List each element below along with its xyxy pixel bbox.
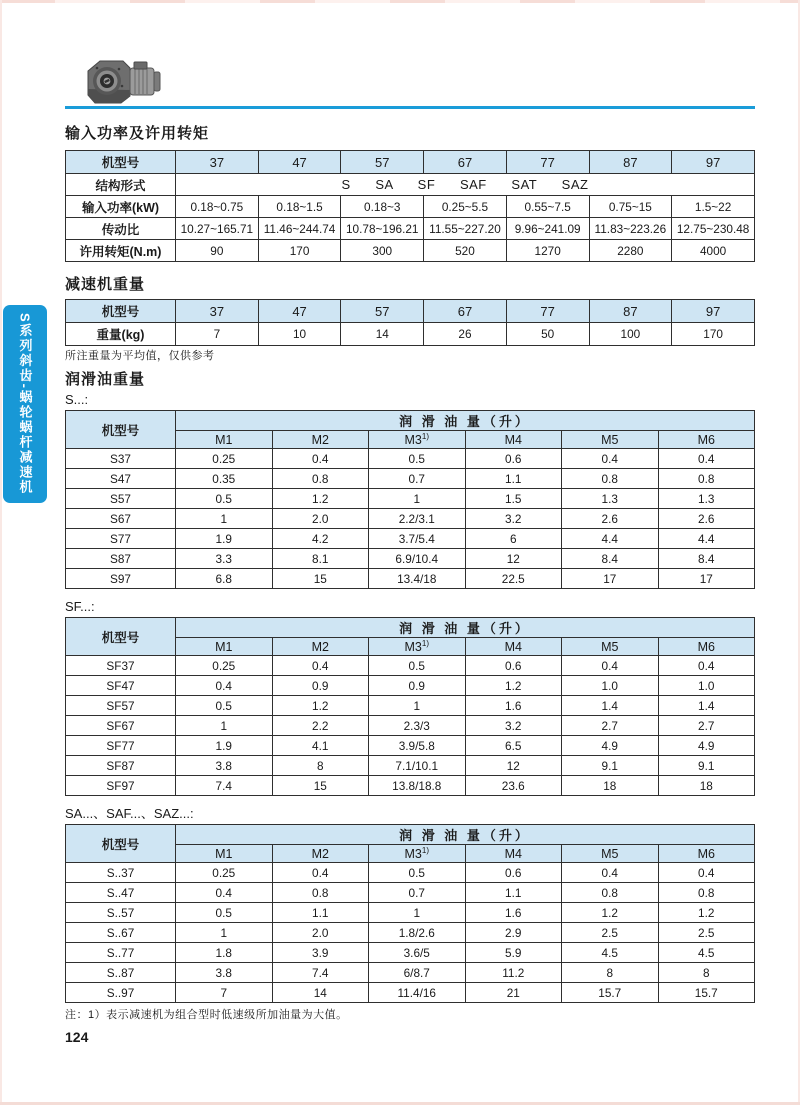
cell-value: 0.18~1.5: [258, 196, 341, 218]
cell-value: 0.8: [562, 469, 659, 489]
cell-value: 1.9: [176, 529, 273, 549]
table-row: [66, 449, 755, 469]
model-cell: SF67: [66, 716, 176, 736]
cell-value: 0.4: [562, 863, 659, 883]
oil-header-row-1: [66, 618, 755, 638]
structure-values: S SA SF SAF SAT SAZ: [176, 174, 755, 196]
oil-block-label-sa-saf-saz: SA...、SAF...、SAZ...:: [65, 806, 194, 821]
cell-value: 21: [465, 983, 562, 1003]
table-row: [66, 903, 755, 923]
model-cell: S..87: [66, 963, 176, 983]
cell-value: 4000: [672, 240, 755, 262]
cell-value: 0.4: [658, 863, 755, 883]
cell-value: 0.4: [176, 883, 273, 903]
page-number: 124: [65, 1029, 89, 1045]
cell-value: 2280: [589, 240, 672, 262]
weight-note: 所注重量为平均值，仅供参考: [65, 350, 215, 362]
cell-value: 13.8/18.8: [369, 776, 466, 796]
oil-block-sa-saf-saz: [65, 806, 755, 1003]
oil-block-label-s: S...:: [65, 392, 89, 407]
m3-footnote-marker: 1): [421, 431, 429, 441]
mount-position-header: M6: [658, 431, 755, 449]
row-label: 传动比: [66, 218, 176, 240]
row-label: 输入功率(kW): [66, 196, 176, 218]
cell-value: 1.6: [465, 903, 562, 923]
cell-value: 0.18~0.75: [176, 196, 259, 218]
cell-value: 7.1/10.1: [369, 756, 466, 776]
header-accent-rule: [65, 106, 755, 109]
cell-value: 0.7: [369, 469, 466, 489]
cell-value: 0.8: [562, 883, 659, 903]
cell-value: 4.5: [658, 943, 755, 963]
cell-value: 0.7: [369, 883, 466, 903]
cell-value: 10.78~196.21: [341, 218, 424, 240]
cell-value: 4.1: [272, 736, 369, 756]
table-row: [66, 549, 755, 569]
cell-value: 11.83~223.26: [589, 218, 672, 240]
cell-value: 0.5: [176, 489, 273, 509]
model-number-header: 37: [176, 151, 259, 174]
cell-value: 13.4/18: [369, 569, 466, 589]
cell-value: 100: [589, 323, 672, 346]
mount-position-header: M6: [658, 845, 755, 863]
cell-value: 12: [465, 756, 562, 776]
cell-value: 17: [658, 569, 755, 589]
table-row: [66, 469, 755, 489]
cell-value: 0.4: [272, 656, 369, 676]
cell-value: 1.1: [465, 469, 562, 489]
cell-value: 0.5: [369, 449, 466, 469]
oil-block-sf: [65, 599, 755, 796]
mount-position-header: M5: [562, 638, 659, 656]
cell-value: 6.9/10.4: [369, 549, 466, 569]
cell-value: 10.27~165.71: [176, 218, 259, 240]
cell-value: 2.5: [562, 923, 659, 943]
cell-value: 7.4: [272, 963, 369, 983]
cell-value: 1.5: [465, 489, 562, 509]
table-row: [66, 963, 755, 983]
model-number-header: 47: [258, 300, 341, 323]
cell-value: 0.9: [369, 676, 466, 696]
model-cell: S..47: [66, 883, 176, 903]
cell-value: 7: [176, 323, 259, 346]
cell-value: 26: [424, 323, 507, 346]
oil-quantity-header: 润 滑 油 量（升）: [176, 825, 755, 845]
cell-value: 17: [562, 569, 659, 589]
table-row: [66, 696, 755, 716]
cell-value: 0.25~5.5: [424, 196, 507, 218]
cell-value: 5.9: [465, 943, 562, 963]
cell-value: 3.9: [272, 943, 369, 963]
table-row: [66, 943, 755, 963]
cell-value: 0.5: [176, 903, 273, 923]
model-cell: S37: [66, 449, 176, 469]
cell-value: 6: [465, 529, 562, 549]
cell-value: 1.2: [562, 903, 659, 923]
m3-footnote-marker: 1): [421, 845, 429, 855]
cell-value: 8: [658, 963, 755, 983]
cell-value: 0.4: [176, 676, 273, 696]
cell-value: 0.5: [369, 656, 466, 676]
cell-value: 0.25: [176, 449, 273, 469]
gear-reducer-image: [85, 56, 165, 104]
cell-value: 6.8: [176, 569, 273, 589]
cell-value: 0.8: [658, 469, 755, 489]
table-row: [66, 676, 755, 696]
mount-position-header: M3$^{1)}$: [369, 638, 466, 656]
cell-value: 3.9/5.8: [369, 736, 466, 756]
table-row: [66, 756, 755, 776]
oil-table-s: [65, 410, 755, 589]
cell-value: 1.1: [465, 883, 562, 903]
cell-value: 2.6: [562, 509, 659, 529]
model-number-header: 87: [589, 151, 672, 174]
mount-position-header: M2: [272, 845, 369, 863]
oil-header-row-1: [66, 411, 755, 431]
cell-value: 1: [176, 509, 273, 529]
cell-value: 2.6: [658, 509, 755, 529]
cell-value: 18: [658, 776, 755, 796]
cell-value: 2.2: [272, 716, 369, 736]
model-number-header: 97: [672, 300, 755, 323]
table-row: [66, 529, 755, 549]
cell-value: 2.7: [658, 716, 755, 736]
oil-table-sf: [65, 617, 755, 796]
cell-value: 4.9: [562, 736, 659, 756]
cell-value: 4.4: [562, 529, 659, 549]
table-row: [66, 863, 755, 883]
cell-value: 8: [272, 756, 369, 776]
cell-value: 170: [258, 240, 341, 262]
oil-table-sa-saf-saz: [65, 824, 755, 1003]
model-number-header: 67: [424, 300, 507, 323]
oil-footnote: 注：1）表示减速机为组合型时低速级所加油量为大值。: [65, 1009, 348, 1021]
cell-value: 4.5: [562, 943, 659, 963]
cell-value: 1.3: [658, 489, 755, 509]
cell-value: 0.6: [465, 863, 562, 883]
cell-value: 1.0: [562, 676, 659, 696]
cell-value: 18: [562, 776, 659, 796]
cell-value: 50: [506, 323, 589, 346]
table-row: [66, 489, 755, 509]
model-col-header: 机型号: [66, 411, 176, 449]
cell-value: 8.4: [562, 549, 659, 569]
cell-value: 3.2: [465, 716, 562, 736]
cell-value: 0.35: [176, 469, 273, 489]
cell-value: 15.7: [658, 983, 755, 1003]
cell-value: 7: [176, 983, 273, 1003]
sidebar-series-label: S系列斜齿-蜗轮蜗杆减速机: [17, 313, 33, 495]
mount-position-header: M1: [176, 431, 273, 449]
model-cell: SF37: [66, 656, 176, 676]
cell-value: 3.2: [465, 509, 562, 529]
table-row: [66, 883, 755, 903]
page-content: [65, 0, 755, 1045]
cell-value: 90: [176, 240, 259, 262]
cell-value: 11.55~227.20: [424, 218, 507, 240]
model-number-header: 97: [672, 151, 755, 174]
cell-value: 0.25: [176, 656, 273, 676]
row-label: 重量(kg): [66, 323, 176, 346]
model-number-header: 67: [424, 151, 507, 174]
cell-value: 3.7/5.4: [369, 529, 466, 549]
model-cell: SF47: [66, 676, 176, 696]
cell-value: 14: [341, 323, 424, 346]
cell-value: 1.3: [562, 489, 659, 509]
mount-position-header: M2: [272, 431, 369, 449]
model-number-header: 47: [258, 151, 341, 174]
cell-value: 23.6: [465, 776, 562, 796]
cell-value: 2.9: [465, 923, 562, 943]
cell-value: 1.2: [272, 696, 369, 716]
mount-position-header: M1: [176, 638, 273, 656]
cell-value: 2.7: [562, 716, 659, 736]
model-cell: S..67: [66, 923, 176, 943]
weight-table: [65, 299, 755, 346]
cell-value: 6.5: [465, 736, 562, 756]
cell-value: 0.4: [658, 656, 755, 676]
section-title-oil: 润滑油重量: [65, 371, 146, 388]
cell-value: 1.8/2.6: [369, 923, 466, 943]
model-cell: S67: [66, 509, 176, 529]
model-cell: S..37: [66, 863, 176, 883]
cell-value: 520: [424, 240, 507, 262]
table-row: [66, 716, 755, 736]
model-cell: SF87: [66, 756, 176, 776]
cell-value: 0.5: [176, 696, 273, 716]
table-row: [66, 196, 755, 218]
cell-value: 15: [272, 776, 369, 796]
cell-value: 1270: [506, 240, 589, 262]
cell-value: 2.3/3: [369, 716, 466, 736]
cell-value: 3.8: [176, 756, 273, 776]
mount-position-header: M1: [176, 845, 273, 863]
cell-value: 15.7: [562, 983, 659, 1003]
cell-value: 170: [672, 323, 755, 346]
cell-value: 1.2: [658, 903, 755, 923]
mount-position-header: M5: [562, 845, 659, 863]
print-edge-left: [0, 0, 2, 1105]
section-title-power-torque: 输入功率及许用转矩: [65, 125, 210, 142]
power-torque-table: [65, 150, 755, 262]
cell-value: 9.96~241.09: [506, 218, 589, 240]
model-cell: SF77: [66, 736, 176, 756]
cell-value: 3.3: [176, 549, 273, 569]
cell-value: 3.8: [176, 963, 273, 983]
gear-reducer-illustration: [85, 56, 165, 104]
cell-value: 1.2: [465, 676, 562, 696]
model-number-header: 87: [589, 300, 672, 323]
model-cell: SF97: [66, 776, 176, 796]
mount-position-header: M4: [465, 845, 562, 863]
table-row: [66, 983, 755, 1003]
cell-value: 1.4: [562, 696, 659, 716]
mount-position-header: M5: [562, 431, 659, 449]
m3-footnote-marker: 1): [421, 638, 429, 648]
mount-position-header: M3$^{1)}$: [369, 431, 466, 449]
cell-value: 1.8: [176, 943, 273, 963]
cell-value: 1.2: [272, 489, 369, 509]
cell-value: 4.4: [658, 529, 755, 549]
model-cell: S47: [66, 469, 176, 489]
cell-value: 0.8: [272, 883, 369, 903]
cell-value: 2.0: [272, 509, 369, 529]
table-row: [66, 569, 755, 589]
cell-value: 0.4: [272, 863, 369, 883]
cell-value: 0.6: [465, 449, 562, 469]
cell-value: 8.1: [272, 549, 369, 569]
mount-position-header: M4: [465, 431, 562, 449]
model-cell: SF57: [66, 696, 176, 716]
cell-value: 1.1: [272, 903, 369, 923]
oil-quantity-header: 润 滑 油 量（升）: [176, 411, 755, 431]
cell-value: 11.4/16: [369, 983, 466, 1003]
cell-value: 2.2/3.1: [369, 509, 466, 529]
model-number-header: 37: [176, 300, 259, 323]
cell-value: 9.1: [562, 756, 659, 776]
cell-value: 2.5: [658, 923, 755, 943]
cell-value: 11.46~244.74: [258, 218, 341, 240]
cell-value: 1: [176, 716, 273, 736]
table-row: [66, 323, 755, 346]
cell-value: 1.6: [465, 696, 562, 716]
model-cell: S..77: [66, 943, 176, 963]
cell-value: 12.75~230.48: [672, 218, 755, 240]
cell-value: 10: [258, 323, 341, 346]
cell-value: 4.2: [272, 529, 369, 549]
cell-value: 0.9: [272, 676, 369, 696]
cell-value: 4.9: [658, 736, 755, 756]
model-number-header: 57: [341, 300, 424, 323]
cell-value: 0.4: [562, 449, 659, 469]
cell-value: 0.25: [176, 863, 273, 883]
model-col-header: 机型号: [66, 825, 176, 863]
cell-value: 0.75~15: [589, 196, 672, 218]
cell-value: 1.4: [658, 696, 755, 716]
oil-quantity-header: 润 滑 油 量（升）: [176, 618, 755, 638]
cell-value: 9.1: [658, 756, 755, 776]
cell-value: 0.4: [562, 656, 659, 676]
table-row: [66, 736, 755, 756]
cell-value: 14: [272, 983, 369, 1003]
cell-value: 1.9: [176, 736, 273, 756]
cell-value: 1.5~22: [672, 196, 755, 218]
model-cell: S..57: [66, 903, 176, 923]
model-cell: S..97: [66, 983, 176, 1003]
table-row: [66, 776, 755, 796]
header-row: [66, 151, 755, 174]
cell-value: 1.0: [658, 676, 755, 696]
cell-value: 1: [369, 903, 466, 923]
model-number-header: 57: [341, 151, 424, 174]
table-row: [66, 923, 755, 943]
cell-value: 1: [369, 489, 466, 509]
table-row: [66, 240, 755, 262]
cell-value: 11.2: [465, 963, 562, 983]
model-cell: S87: [66, 549, 176, 569]
model-col-header: 机型号: [66, 151, 176, 174]
header-row: [66, 300, 755, 323]
section-title-weight: 减速机重量: [65, 276, 146, 293]
row-label: 结构形式: [66, 174, 176, 196]
model-cell: S97: [66, 569, 176, 589]
mount-position-header: M2: [272, 638, 369, 656]
table-row: [66, 218, 755, 240]
cell-value: 15: [272, 569, 369, 589]
cell-value: 0.18~3: [341, 196, 424, 218]
mount-position-header: M4: [465, 638, 562, 656]
cell-value: 8.4: [658, 549, 755, 569]
model-col-header: 机型号: [66, 618, 176, 656]
cell-value: 0.55~7.5: [506, 196, 589, 218]
table-row: [66, 509, 755, 529]
cell-value: 6/8.7: [369, 963, 466, 983]
model-number-header: 77: [506, 300, 589, 323]
cell-value: 0.8: [272, 469, 369, 489]
model-cell: S77: [66, 529, 176, 549]
cell-value: 3.6/5: [369, 943, 466, 963]
cell-value: 0.6: [465, 656, 562, 676]
row-label: 许用转矩(N.m): [66, 240, 176, 262]
cell-value: 1: [176, 923, 273, 943]
mount-position-header: M6: [658, 638, 755, 656]
model-cell: S57: [66, 489, 176, 509]
structure-row: [66, 174, 755, 196]
sidebar-series-tab: [3, 305, 47, 503]
cell-value: 0.8: [658, 883, 755, 903]
cell-value: 8: [562, 963, 659, 983]
cell-value: 7.4: [176, 776, 273, 796]
cell-value: 300: [341, 240, 424, 262]
table-row: [66, 656, 755, 676]
cell-value: 22.5: [465, 569, 562, 589]
oil-block-label-sf: SF...:: [65, 599, 95, 614]
model-number-header: 77: [506, 151, 589, 174]
cell-value: 2.0: [272, 923, 369, 943]
mount-position-header: M3$^{1)}$: [369, 845, 466, 863]
cell-value: 1: [369, 696, 466, 716]
model-col-header: 机型号: [66, 300, 176, 323]
cell-value: 0.5: [369, 863, 466, 883]
cell-value: 12: [465, 549, 562, 569]
oil-header-row-1: [66, 825, 755, 845]
oil-block-s: [65, 392, 755, 589]
cell-value: 0.4: [658, 449, 755, 469]
cell-value: 0.4: [272, 449, 369, 469]
